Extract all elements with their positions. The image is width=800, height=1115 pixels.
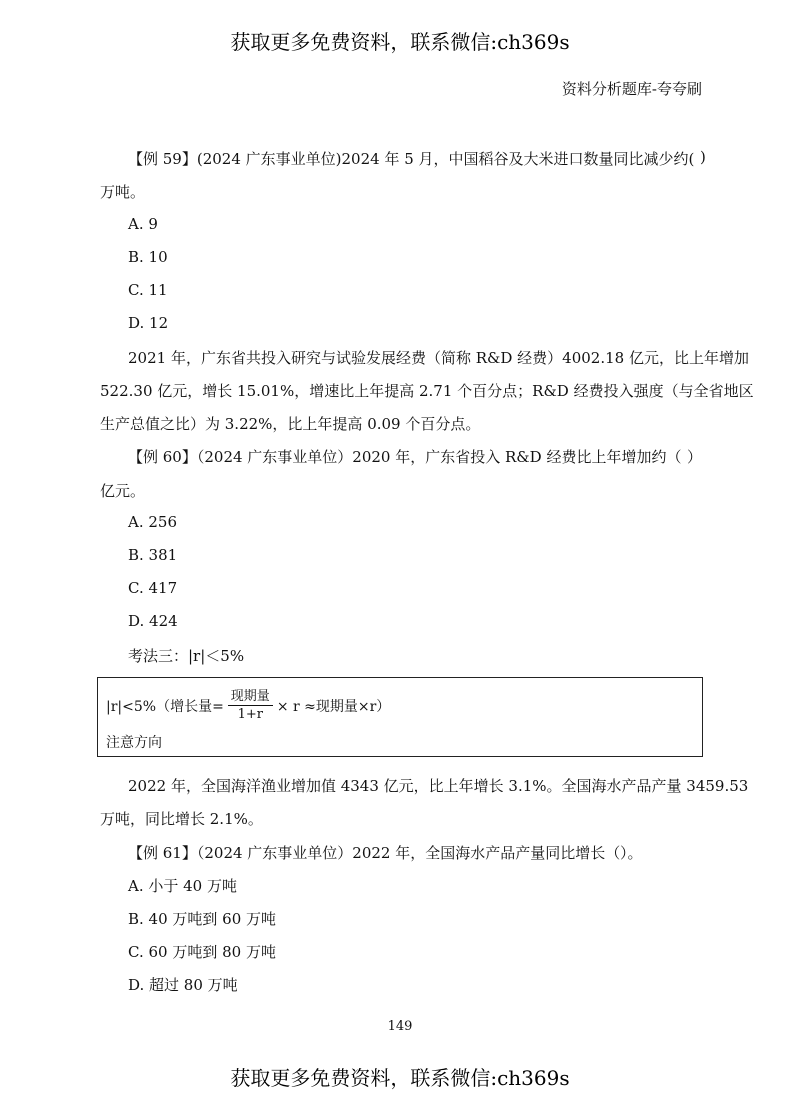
passage1-line2: 522.30 亿元，增长 15.01%，增速比上年提高 2.71 个百分点；R&D 经费投入强度（与全省地区 (100, 382, 754, 400)
formula-note: 注意方向 (106, 735, 162, 751)
formula-denominator: 1+r (237, 707, 263, 722)
bottom-banner: 获取更多免费资料，联系微信:ch369s (230, 1066, 570, 1090)
q60-option-d: D. 424 (128, 612, 178, 630)
q61-option-b: B. 40 万吨到 60 万吨 (128, 910, 277, 928)
q60-stem-line2: 亿元。 (100, 482, 146, 500)
q60-answer-paren: ） (687, 448, 703, 466)
passage1-line3: 生产总值之比）为 3.22%，比上年提高 0.09 个百分点。 (100, 415, 481, 433)
q59-option-d: D. 12 (128, 314, 169, 332)
top-banner: 获取更多免费资料，联系微信:ch369s (230, 30, 570, 54)
q61-option-d: D. 超过 80 万吨 (128, 976, 238, 994)
formula-numerator: 现期量 (228, 688, 273, 706)
q61-answer-paren: ）。 (620, 844, 643, 862)
q59-option-b: B. 10 (128, 248, 168, 266)
running-header: 资料分析题库-夸夸刷 (561, 80, 702, 98)
passage2-line2: 万吨，同比增长 2.1%。 (100, 810, 263, 828)
formula-prefix: |r|<5%（增长量= (106, 698, 224, 715)
formula-fraction (228, 688, 273, 723)
q59-stem-line2: 万吨。 (100, 183, 146, 201)
q60-option-c: C. 417 (128, 579, 178, 597)
formula-row (106, 688, 390, 723)
q61-stem-line1: 【例 61】（2024 广东事业单位）2022 年，全国海水产品产量同比增长（ (128, 844, 621, 862)
q60-option-b: B. 381 (128, 546, 178, 564)
q59-stem-line1: 【例 59】(2024 广东事业单位)2024 年 5 月，中国稻谷及大米进口数量同比减少约( (128, 150, 695, 168)
q61-option-a: A. 小于 40 万吨 (128, 877, 237, 895)
formula-suffix: × r ≈现期量×r） (276, 698, 391, 715)
passage1-line1: 2021 年，广东省共投入研究与试验发展经费（简称 R&D 经费）4002.18 亿元，比上年增加 (128, 349, 749, 367)
formula-box (97, 677, 703, 757)
q61-option-c: C. 60 万吨到 80 万吨 (128, 943, 276, 961)
passage2-line1: 2022 年，全国海洋渔业增加值 4343 亿元，比上年增长 3.1%。全国海水产品产量 3459.53 (128, 777, 749, 795)
q59-answer-paren: ) (700, 148, 706, 166)
page-number: 149 (387, 1019, 413, 1034)
q60-option-a: A. 256 (128, 513, 177, 531)
q59-option-c: C. 11 (128, 281, 168, 299)
q59-option-a: A. 9 (128, 215, 158, 233)
q60-stem-line1: 【例 60】（2024 广东事业单位）2020 年，广东省投入 R&D 经费比上年增加约（ (128, 448, 682, 466)
method-heading: 考法三：|r|＜5% (128, 647, 245, 665)
